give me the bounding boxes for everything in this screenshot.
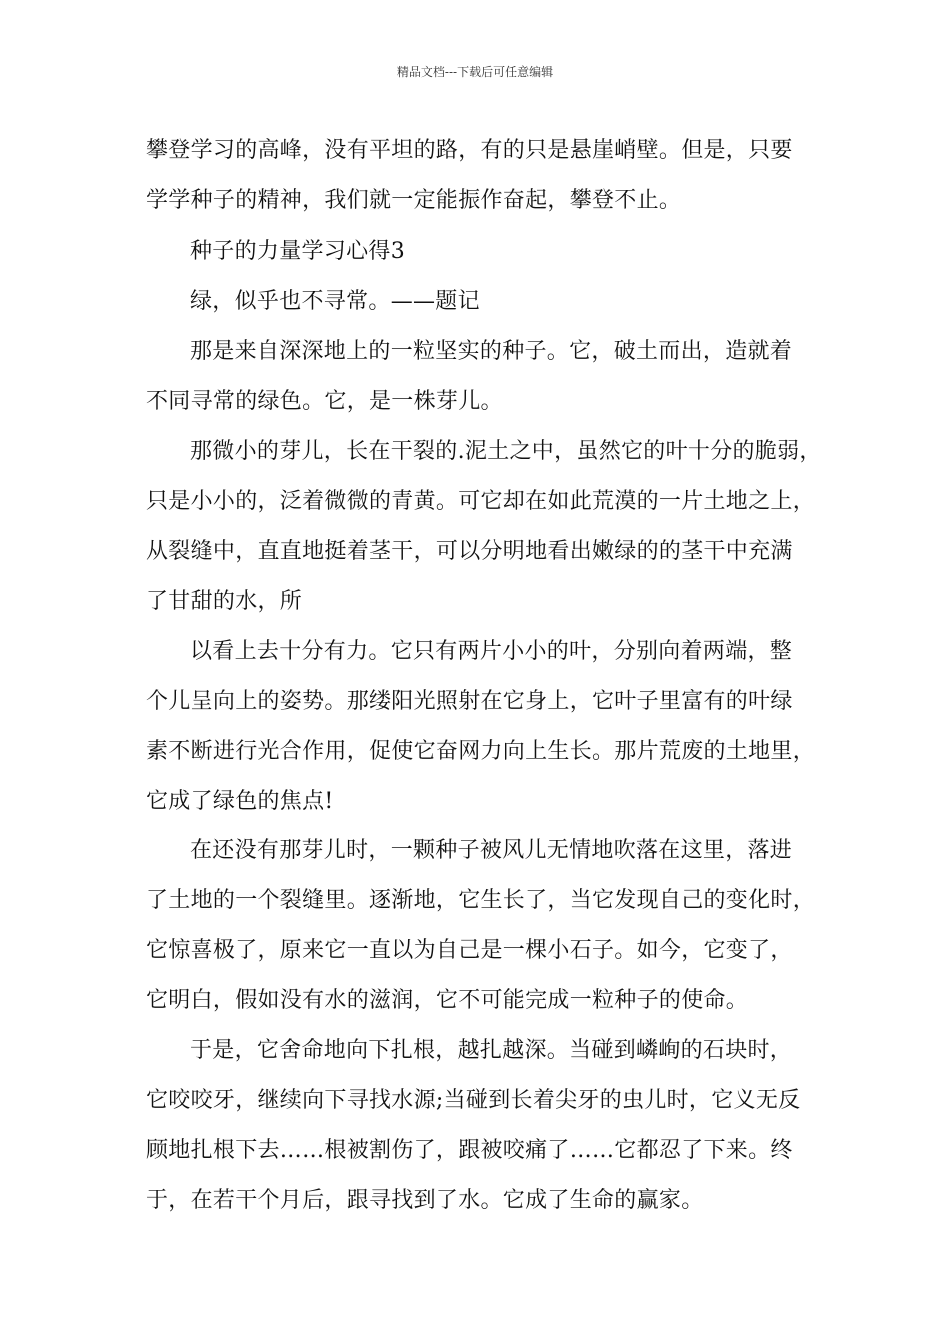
body-line: 个儿呈向上的姿势。那缕阳光照射在它身上，它叶子里富有的叶绿 (146, 689, 793, 714)
body-line: 不同寻常的绿色。它，是一株芽儿。 (146, 389, 503, 414)
body-line: 了土地的一个裂缝里。逐渐地，它生长了，当它发现自己的变化时， (146, 888, 816, 913)
body-line: 攀登学习的高峰，没有平坦的路，有的只是悬崖峭壁。但是，只要 (146, 138, 793, 163)
body-line: 它成了绿色的焦点! (146, 789, 334, 814)
body-line: 学学种子的精神，我们就一定能振作奋起，攀登不止。 (146, 188, 682, 213)
section-title: 种子的力量学习心得3 (190, 239, 405, 264)
body-line: 了甘甜的水，所 (146, 589, 303, 614)
body-line: 在还没有那芽儿时，一颗种子被风儿无情地吹落在这里，落进 (190, 838, 793, 863)
body-line: 只是小小的，泛着微微的青黄。可它却在如此荒漠的一片土地之上， (146, 489, 816, 514)
body-line: 它明白，假如没有水的滋润，它不可能完成一粒种子的使命。 (146, 988, 749, 1013)
epigraph: 绿，似乎也不寻常。——题记 (190, 289, 480, 314)
body-line: 它咬咬牙，继续向下寻找水源;当碰到长着尖牙的虫儿时，它义无反 (146, 1088, 801, 1113)
body-line: 于，在若干个月后，跟寻找到了水。它成了生命的赢家。 (146, 1188, 704, 1213)
body-line: 从裂缝中，直直地挺着茎干，可以分明地看出嫩绿的的茎干中充满 (146, 539, 793, 564)
page-header: 精品文档---下载后可任意编辑 (396, 65, 554, 79)
body-line: 它惊喜极了，原来它一直以为自己是一棵小石子。如今，它变了， (146, 938, 793, 963)
body-line: 以看上去十分有力。它只有两片小小的叶，分别向着两端，整 (190, 639, 793, 664)
body-line: 那是来自深深地上的一粒坚实的种子。它，破土而出，造就着 (190, 339, 793, 364)
body-line: 素不断进行光合作用，促使它奋网力向上生长。那片荒废的土地里， (146, 739, 816, 764)
body-line: 顾地扎根下去……根被割伤了，跟被咬痛了……它都忍了下来。终 (146, 1138, 793, 1163)
body-line: 那微小的芽儿，长在干裂的.泥土之中，虽然它的叶十分的脆弱， (190, 439, 822, 464)
body-line: 于是，它舍命地向下扎根，越扎越深。当碰到嶙峋的石块时， (190, 1038, 793, 1063)
